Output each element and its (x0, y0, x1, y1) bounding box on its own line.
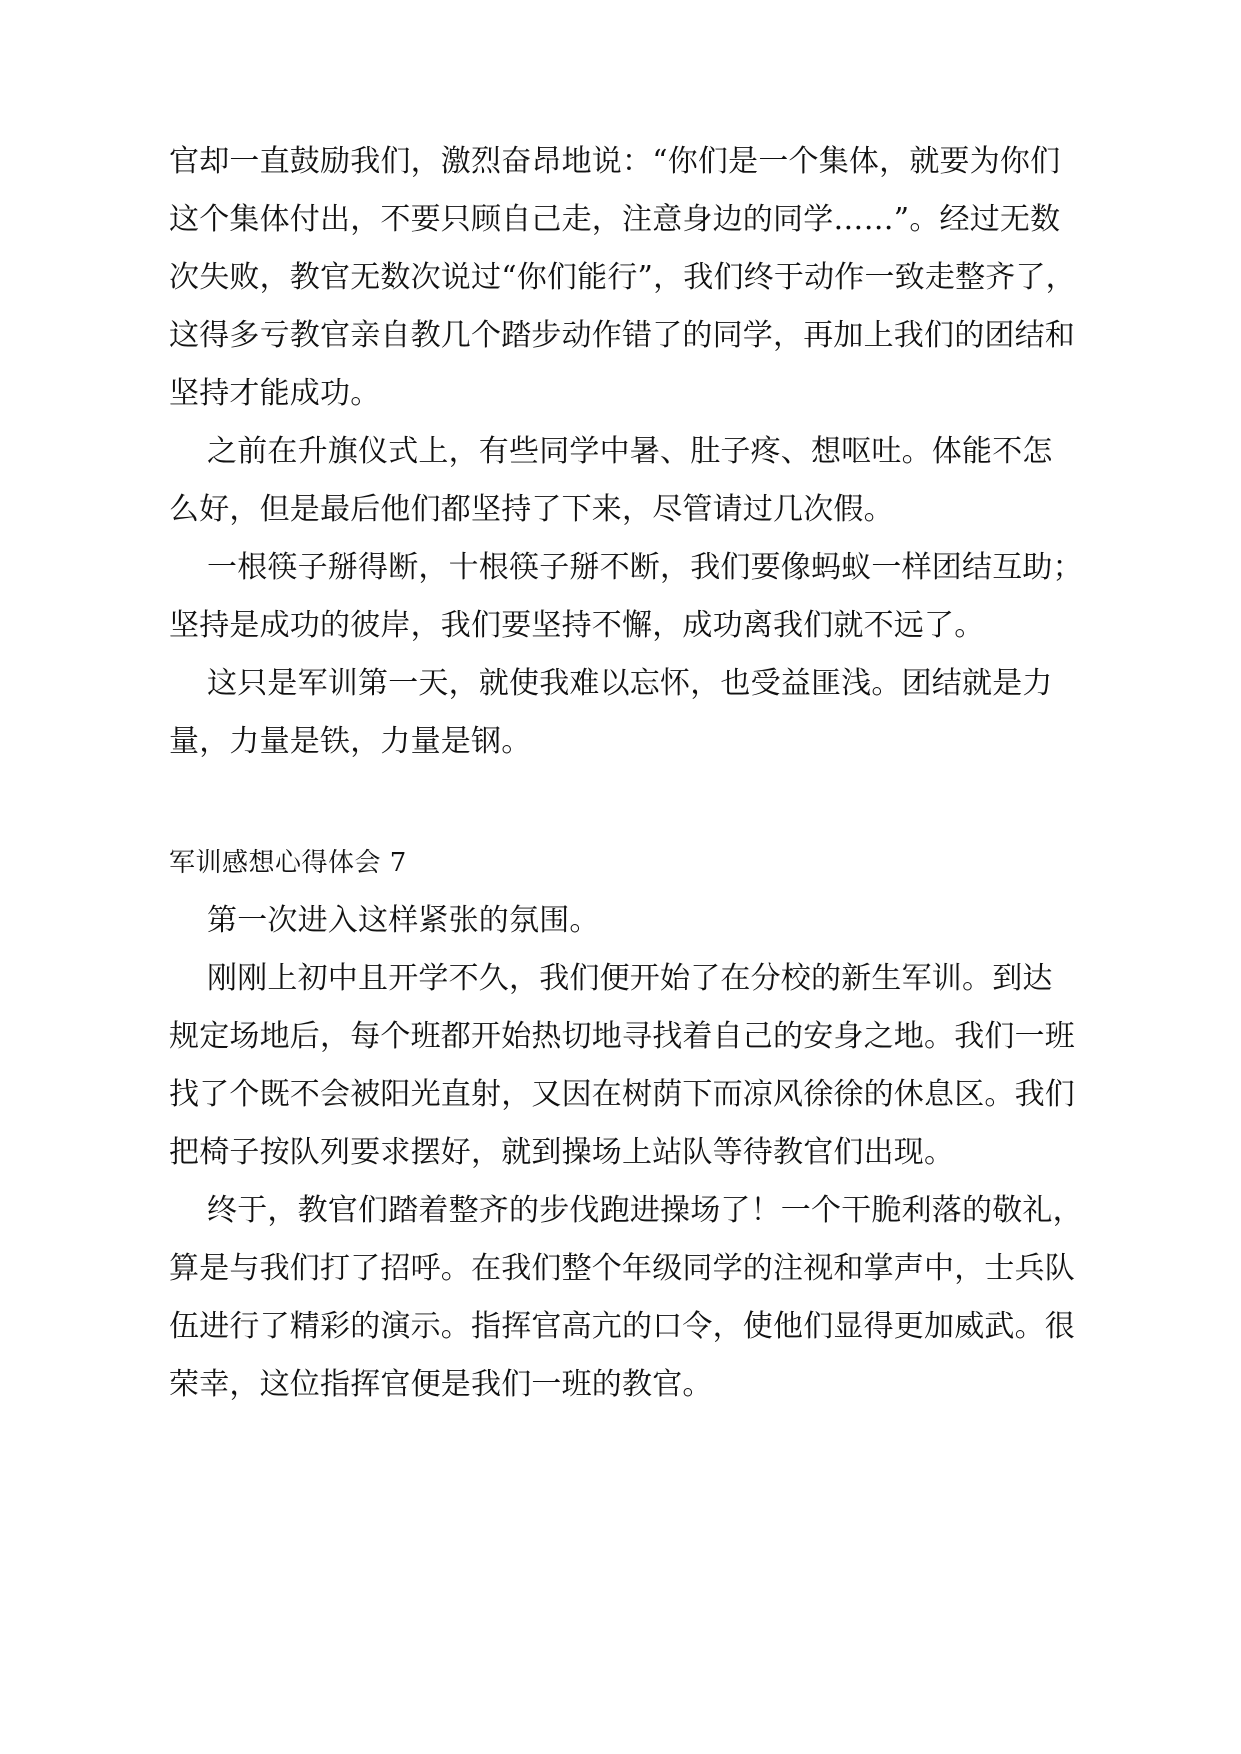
paragraph-first-line: 之前在升旗仪式上，有些同学中暑、肚子疼、想呕吐。体能不怎 (207, 434, 1053, 469)
text-line: 坚持才能成功。 (169, 376, 381, 411)
text-line: 官却一直鼓励我们，激烈奋昂地说：“你们是一个集体，就要为你们 (169, 144, 1061, 179)
text-line: 坚持是成功的彼岸，我们要坚持不懈，成功离我们就不远了。 (169, 608, 985, 643)
paragraph-first-line: 一根筷子掰得断，十根筷子掰不断，我们要像蚂蚁一样团结互助； (207, 550, 1083, 585)
text-line: 这得多亏教官亲自教几个踏步动作错了的同学，再加上我们的团结和 (169, 318, 1075, 353)
text-line: 把椅子按队列要求摆好，就到操场上站队等待教官们出现。 (169, 1135, 955, 1170)
text-line: 这个集体付出，不要只顾自己走，注意身边的同学……”。经过无数 (169, 202, 1061, 237)
paragraph-first-line: 第一次进入这样紧张的氛围。 (207, 903, 600, 938)
paragraph-first-line: 这只是军训第一天，就使我难以忘怀，也受益匪浅。团结就是力 (207, 666, 1053, 701)
section-heading: 军训感想心得体会 7 (169, 848, 407, 878)
text-line: 量，力量是铁，力量是钢。 (169, 724, 532, 759)
text-line: 找了个既不会被阳光直射，又因在树荫下而凉风徐徐的休息区。我们 (169, 1077, 1075, 1112)
text-line: 荣幸，这位指挥官便是我们一班的教官。 (169, 1367, 713, 1402)
text-line: 么好，但是最后他们都坚持了下来，尽管请过几次假。 (169, 492, 894, 527)
paragraph-first-line: 终于，教官们踏着整齐的步伐跑进操场了！一个干脆利落的敬礼， (207, 1193, 1083, 1228)
paragraph-first-line: 刚刚上初中且开学不久，我们便开始了在分校的新生军训。到达 (207, 961, 1053, 996)
text-line: 次失败，教官无数次说过“你们能行”，我们终于动作一致走整齐了， (169, 260, 1076, 295)
text-line: 算是与我们打了招呼。在我们整个年级同学的注视和掌声中，士兵队 (169, 1251, 1075, 1286)
text-line: 伍进行了精彩的演示。指挥官高亢的口令，使他们显得更加威武。很 (169, 1309, 1075, 1344)
text-line: 规定场地后，每个班都开始热切地寻找着自己的安身之地。我们一班 (169, 1019, 1075, 1054)
